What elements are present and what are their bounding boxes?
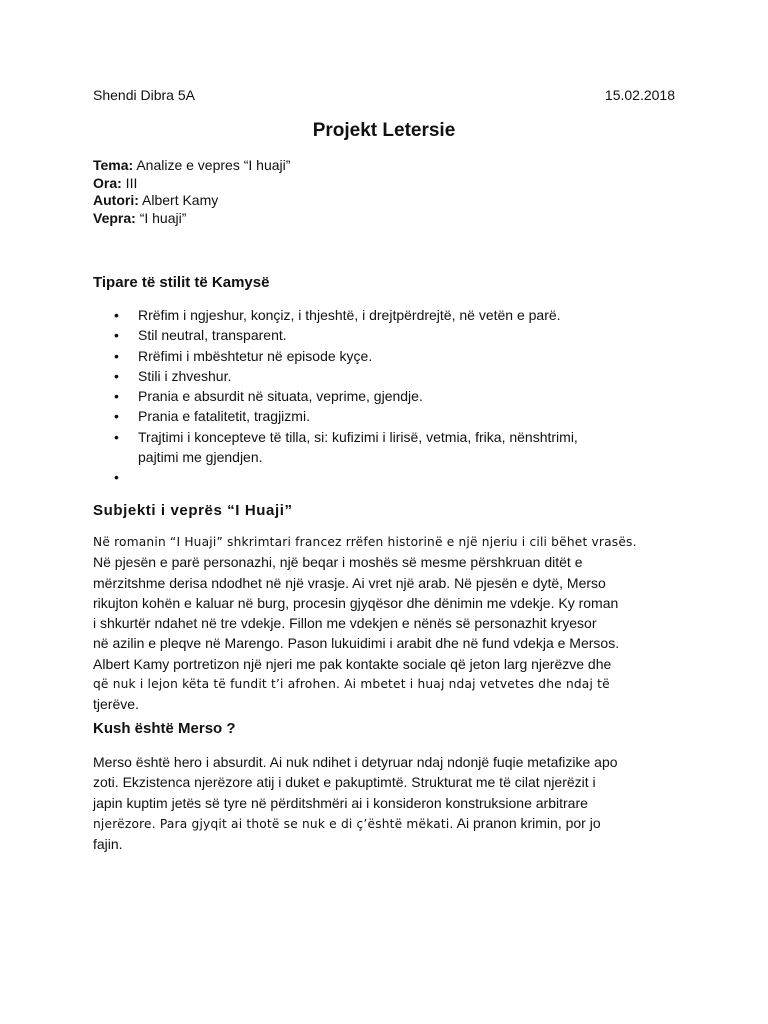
list-item: • Trajtimi i koncepteve të tilla, si: kufizimi i lirisë, vetmia, frika, nënshtrimi, pajtimi me gjendjen. xyxy=(114,428,578,466)
paragraph-line: njerëzore. Para gjyqit ai thotë se nuk e di ç’është mëkati. Ai pranon krimin, por jo xyxy=(93,814,601,831)
style-features-list xyxy=(93,305,693,488)
plot-paragraph xyxy=(93,532,693,715)
paragraph-line: që nuk i lejon këta të fundit t’i afrohen. Ai mbetet i huaj ndaj vetvetes dhe ndaj të xyxy=(93,677,610,692)
list-item: • Prania e absurdit në situata, veprime, gjendje. xyxy=(114,388,423,405)
merso-paragraph xyxy=(93,752,693,854)
list-item-empty: • xyxy=(114,469,119,486)
meta-work: Vepra: “I huaji” xyxy=(93,209,187,226)
paragraph-line: i shkurtër ndahet në tre vdekje. Fillon me vdekjen e nënës së personazhit kryesor xyxy=(93,615,597,632)
style-features-heading: Tipare të stilit të Kamysë xyxy=(93,274,270,291)
paragraph-line: mërzitshme derisa ndodhet në një vrasje. Ai vret një arab. Në pjesën e dytë, Merso xyxy=(93,574,606,591)
page-title: Projekt Letersie xyxy=(312,120,456,141)
paragraph-line: tjerëve. xyxy=(93,696,139,713)
paragraph-line: Në pjesën e parë personazhi, një beqar i moshës së mesme përshkruan ditët e xyxy=(93,554,583,571)
paragraph-line: zoti. Ekzistenca njerëzore atij i duket e pakuptimtë. Strukturat me të cilat njerëzit i xyxy=(93,774,596,791)
list-item: • Rrëfimi i mbështetur në episode kyçe. xyxy=(114,347,373,364)
document-header xyxy=(93,87,675,103)
plot-heading: Subjekti i veprës “I Huaji” xyxy=(93,502,293,519)
list-item: • Stili i zhveshur. xyxy=(114,367,232,384)
document-date: 15.02.2018 xyxy=(604,87,675,103)
project-meta xyxy=(93,157,290,227)
merso-heading: Kush është Merso ? xyxy=(93,720,236,737)
list-item: • Rrëfim i ngjeshur, konçiz, i thjeshtë, i drejtpërdrejtë, në vetën e parë. xyxy=(114,307,561,323)
meta-topic: Tema: Analize e vepres “I huaji” xyxy=(93,157,291,173)
paragraph-line: Merso është hero i absurdit. Ai nuk ndihet i detyruar ndaj ndonjë fuqie metafizike apo xyxy=(93,754,618,770)
paragraph-line: rikujton kohën e kaluar në burg, procesin gjyqësor dhe dënimin me vdekje. Ky roman xyxy=(93,594,619,611)
meta-author: Autori: Albert Kamy xyxy=(93,192,219,208)
meta-hour: Ora: III xyxy=(93,174,138,191)
author-class: Shendi Dibra 5A xyxy=(93,87,195,103)
list-item: • Prania e fatalitetit, tragjizmi. xyxy=(114,408,310,425)
paragraph-line: Albert Kamy portretizon një njeri me pak kontakte sociale që jeton larg njerëzve dhe xyxy=(93,655,612,672)
paragraph-line: japin kuptim jetës së tyre në përditshmëri ai i konsideron konstruksione arbitrare xyxy=(93,794,588,811)
paragraph-line: në azilin e pleqve në Marengo. Pason lukuidimi i arabit dhe në fund vdekja e Mersos. xyxy=(93,635,620,652)
paragraph-line: fajin. xyxy=(93,836,123,853)
paragraph-line: Në romanin “I Huaji” shkrimtari francez rrëfen historinë e një njeriu i cili bëhet vrasës. xyxy=(93,535,637,549)
list-item: • Stil neutral, transparent. xyxy=(114,327,287,344)
